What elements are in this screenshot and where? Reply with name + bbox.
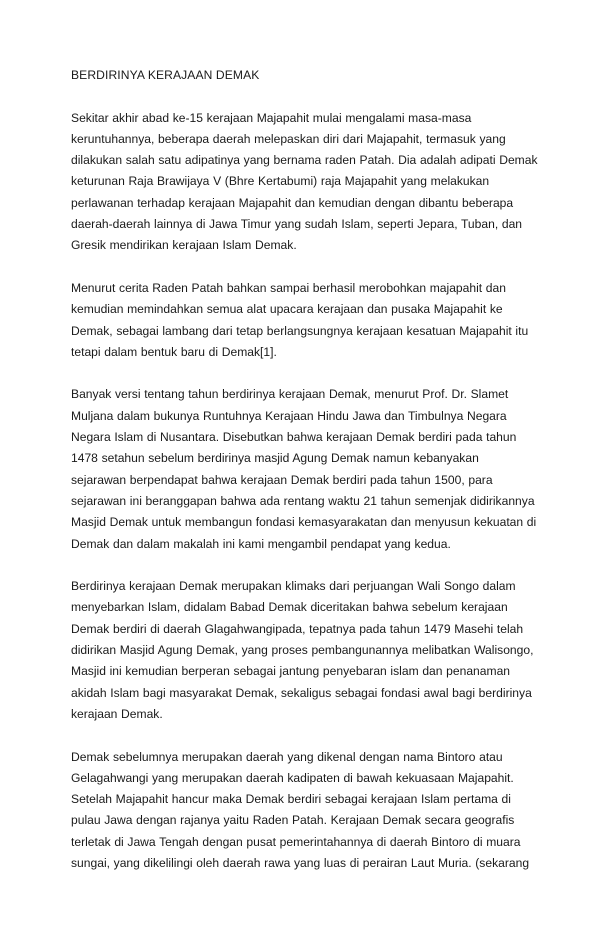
- paragraph-2: [71, 278, 538, 363]
- paragraph-1: [71, 108, 538, 257]
- text-line: perlawanan terhadap kerajaan Majapahit dan kemudian dengan dibantu beberapa: [71, 195, 514, 210]
- text-line: Demak, sebagai lambang dari tetap berlangsungnya kerajaan kesatuan Majapahit itu: [71, 323, 529, 338]
- paragraph-4: [71, 576, 538, 725]
- text-line: terletak di Jawa Tengah dengan pusat pemerintahannya di daerah Bintoro di muara: [71, 834, 521, 849]
- text-line: Masjid ini kemudian berperan sebagai jantung penyebaran islam dan penanaman: [71, 664, 511, 679]
- text-line: tetapi dalam bentuk baru di Demak[1].: [71, 344, 277, 359]
- text-line: Demak berdiri di daerah Glagahwangipada, tepatnya pada tahun 1479 Masehi telah: [71, 621, 524, 636]
- document-title: BERDIRINYA KERAJAAN DEMAK: [71, 68, 260, 82]
- text-line: Menurut cerita Raden Patah bahkan sampai berhasil merobohkan majapahit dan: [71, 280, 506, 295]
- text-line: kemudian memindahkan semua alat upacara kerajaan dan pusaka Majapahit ke: [71, 302, 503, 317]
- text-line: daerah-daerah lainnya di Jawa Timur yang sudah Islam, seperti Jepara, Tuban, dan: [71, 217, 523, 232]
- text-line: sejarawan ini beranggapan bahwa ada rentang waktu 21 tahun semenjak didirikannya: [71, 493, 535, 508]
- text-line: menyebarkan Islam, didalam Babad Demak diceritakan bahwa sebelum kerajaan: [71, 600, 508, 615]
- text-line: keturunan Raja Brawijaya V (Bhre Kertabumi) raja Majapahit yang melakukan: [71, 174, 490, 189]
- text-line: Sekitar akhir abad ke-15 kerajaan Majapahit mulai mengalami masa-masa: [71, 110, 472, 125]
- text-line: pulau Jawa dengan rajanya yaitu Raden Patah. Kerajaan Demak secara geografis: [71, 813, 515, 828]
- text-line: dilakukan salah satu adipatinya yang bernama raden Patah. Dia adalah adipati Demak: [71, 153, 538, 168]
- text-line: Negara Islam di Nusantara. Disebutkan bahwa kerajaan Demak berdiri pada tahun: [71, 430, 517, 445]
- paragraph-5: [71, 747, 538, 875]
- text-line: kerajaan Demak.: [71, 706, 163, 721]
- text-line: keruntuhannya, beberapa daerah melepaskan diri dari Majapahit, termasuk yang: [71, 131, 506, 146]
- text-line: Gresik mendirikan kerajaan Islam Demak.: [71, 238, 297, 253]
- text-line: Gelagahwangi yang merupakan daerah kadipaten di bawah kekuasaan Majapahit.: [71, 770, 514, 785]
- text-line: Demak dan dalam makalah ini kami mengambil pendapat yang kedua.: [71, 536, 451, 551]
- text-line: didirikan Masjid Agung Demak, yang proses pembangunannya melibatkan Walisongo,: [71, 643, 534, 658]
- text-line: Muljana dalam bukunya Runtuhnya Kerajaan Hindu Jawa dan Timbulnya Negara: [71, 408, 507, 423]
- text-line: Banyak versi tentang tahun berdirinya kerajaan Demak, menurut Prof. Dr. Slamet: [71, 387, 509, 402]
- text-line: Berdirinya kerajaan Demak merupakan klimaks dari perjuangan Wali Songo dalam: [71, 579, 516, 594]
- text-line: sejarawan berpendapat bahwa kerajaan Demak berdiri pada tahun 1500, para: [71, 472, 493, 487]
- text-line: akidah Islam bagi masyarakat Demak, sekaligus sebagai fondasi awal bagi berdirinya: [71, 685, 532, 700]
- text-line: sungai, yang dikelilingi oleh daerah rawa yang luas di perairan Laut Muria. (sekarang: [71, 855, 530, 870]
- text-line: Setelah Majapahit hancur maka Demak berdiri sebagai kerajaan Islam pertama di: [71, 792, 511, 807]
- paragraph-3: [71, 384, 538, 554]
- text-line: Masjid Demak untuk membangun fondasi kemasyarakatan dan menyusun kekuatan di: [71, 515, 537, 530]
- text-line: 1478 setahun sebelum berdirinya masjid Agung Demak namun kebanyakan: [71, 451, 479, 466]
- text-line: Demak sebelumnya merupakan daerah yang dikenal dengan nama Bintoro atau: [71, 749, 503, 764]
